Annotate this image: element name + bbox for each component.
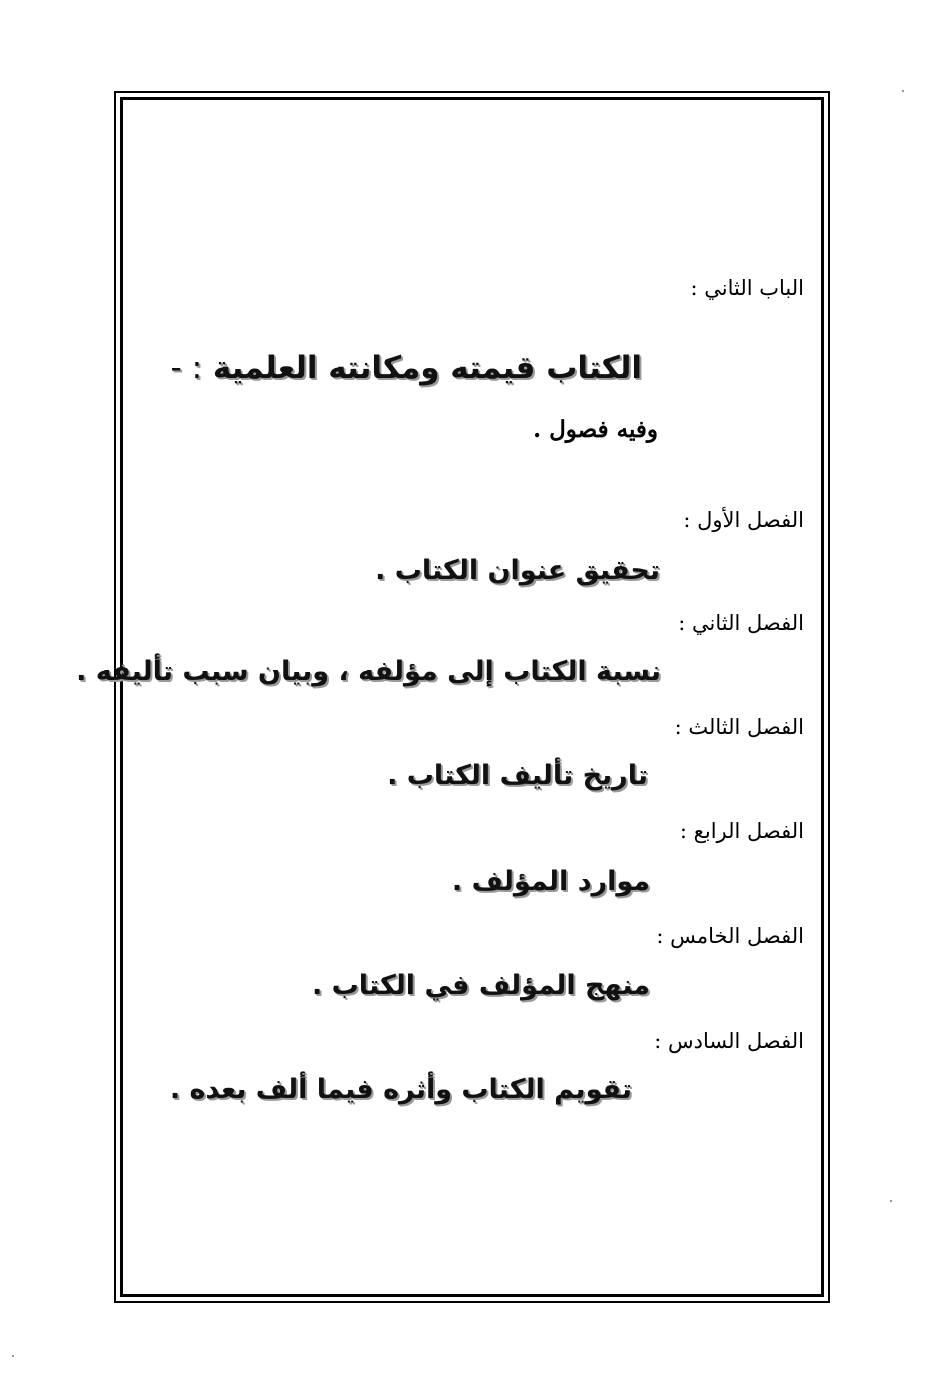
part-subtitle: وفيه فصول . — [533, 416, 658, 443]
chapter-6-label: الفصل السادس : — [654, 1029, 804, 1053]
chapter-4-title: موارد المؤلف . — [451, 866, 650, 897]
part-title — [171, 350, 642, 386]
chapter-4-label: الفصل الرابع : — [679, 819, 804, 843]
chapter-1-label: الفصل الأول : — [683, 508, 804, 532]
part-title-suffix: : - — [170, 350, 203, 386]
chapter-3-title: تاريخ تأليف الكتاب . — [387, 760, 648, 791]
chapter-2-title: نسبة الكتاب إلى مؤلفه ، وبيان سبب تأليفه . — [76, 656, 661, 687]
chapter-2-label: الفصل الثاني : — [678, 611, 804, 635]
part-label: الباب الثاني : — [690, 276, 804, 300]
scan-speck — [12, 1355, 14, 1357]
part-title-text: الكتاب قيمته ومكانته العلمية — [212, 350, 642, 386]
chapter-1-title: تحقيق عنوان الكتاب . — [375, 555, 660, 586]
scan-speck — [902, 90, 904, 92]
scan-speck — [890, 1200, 892, 1202]
chapter-6-title: تقويم الكتاب وأثره فيما ألف بعده . — [169, 1074, 632, 1105]
chapter-5-title: منهج المؤلف في الكتاب . — [312, 970, 650, 1001]
page-border — [114, 91, 830, 1303]
chapter-5-label: الفصل الخامس : — [656, 924, 804, 948]
chapter-3-label: الفصل الثالث : — [674, 715, 804, 739]
